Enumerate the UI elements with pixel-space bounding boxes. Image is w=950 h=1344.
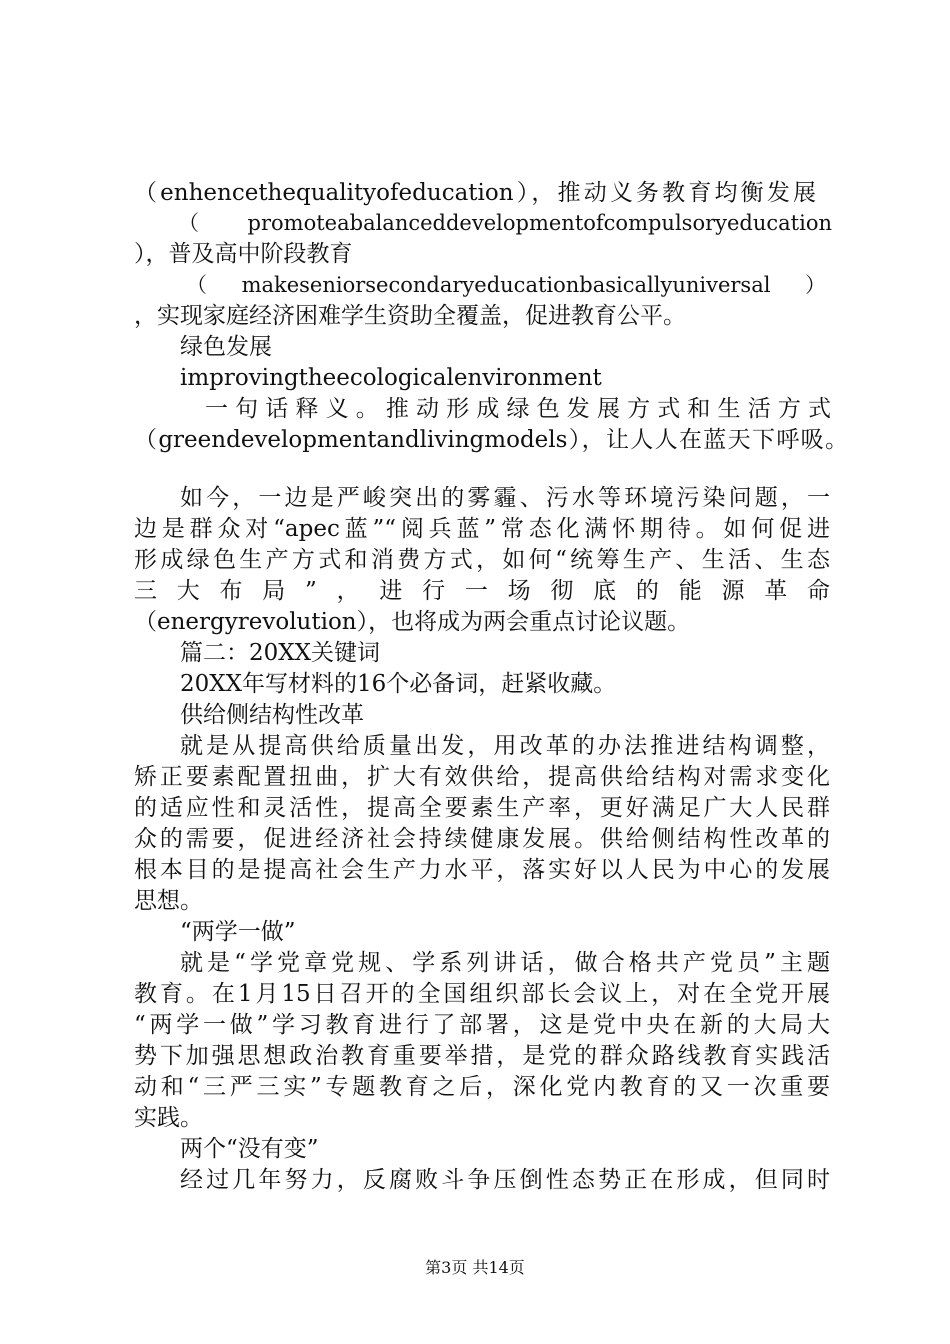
text-line: 一句话释义。推动形成绿色发展方式和生活方式	[205, 396, 831, 422]
page-footer: 第3页 共14页	[425, 1258, 525, 1277]
text-line: improvingtheecologicalenvironment	[180, 365, 602, 391]
text-line: 根本目的是提高社会生产力水平，落实好以人民为中心的发展	[134, 857, 830, 883]
text-line: 势下加强思想政治教育重要举措，是党的群众路线教育实践活	[134, 1043, 830, 1069]
text-line: ，实现家庭经济困难学生资助全覆盖，促进教育公平。	[134, 303, 686, 329]
section-heading: “两学一做”	[180, 919, 296, 945]
text-line: 经过几年努力，反腐败斗争压倒性态势正在形成，但同时	[180, 1167, 830, 1193]
section-heading: 两个“没有变”	[180, 1136, 319, 1162]
text-line: （energyrevolution），也将成为两会重点讨论议题。	[134, 609, 691, 635]
text-line: “两学一做”学习教育进行了部署，这是党中央在新的大局大	[134, 1012, 830, 1038]
section-heading: 绿色发展	[180, 334, 272, 360]
text-line: 动和“三严三实”专题教育之后，深化党内教育的又一次重要	[134, 1074, 830, 1100]
text-line: 形成绿色生产方式和消费方式，如何“统筹生产、生活、生态	[134, 547, 830, 573]
section-heading: 供给侧结构性改革	[180, 702, 364, 728]
text-line: 三大布局”，进行一场彻底的能源革命	[134, 578, 830, 604]
text-line: 就是从提高供给质量出发，用改革的办法推进结构调整，	[180, 733, 830, 759]
text-line: ），普及高中阶段教育	[134, 241, 353, 267]
text-line: （enhencethequalityofeducation），推动义务教育均衡发展	[134, 180, 816, 206]
text-line: 就是“学党章党规、学系列讲话，做合格共产党员”主题	[180, 950, 830, 976]
text-line: 众的需要，促进经济社会持续健康发展。供给侧结构性改革的	[134, 826, 830, 852]
text-line: 边是群众对“apec蓝”“阅兵蓝”常态化满怀期待。如何促进	[134, 516, 830, 542]
text-line: 矫正要素配置扭曲，扩大有效供给，提高供给结构对需求变化	[134, 764, 830, 790]
text-line: 20XX年写材料的16个必备词，赶紧收藏。	[180, 671, 617, 697]
text-line: （promoteabalanceddevelopmentofcompulsoryeducation	[178, 211, 832, 235]
text-line: 教育。在1月15日召开的全国组织部长会议上，对在全党开展	[134, 981, 830, 1007]
text-line: （greendevelopmentandlivingmodels），让人人在蓝天下呼吸。	[134, 427, 848, 453]
text-line: 的适应性和灵活性，提高全要素生产率，更好满足广大人民群	[134, 795, 830, 821]
text-line: 实践。	[134, 1105, 203, 1131]
text-line: 思想。	[134, 888, 203, 914]
text-line: （makeseniorsecondaryeducationbasicallyuniversal）	[186, 273, 826, 297]
text-line: 如今，一边是严峻突出的雾霾、污水等环境污染问题，一	[180, 485, 830, 511]
section-heading: 篇二：20XX关键词	[180, 640, 381, 666]
